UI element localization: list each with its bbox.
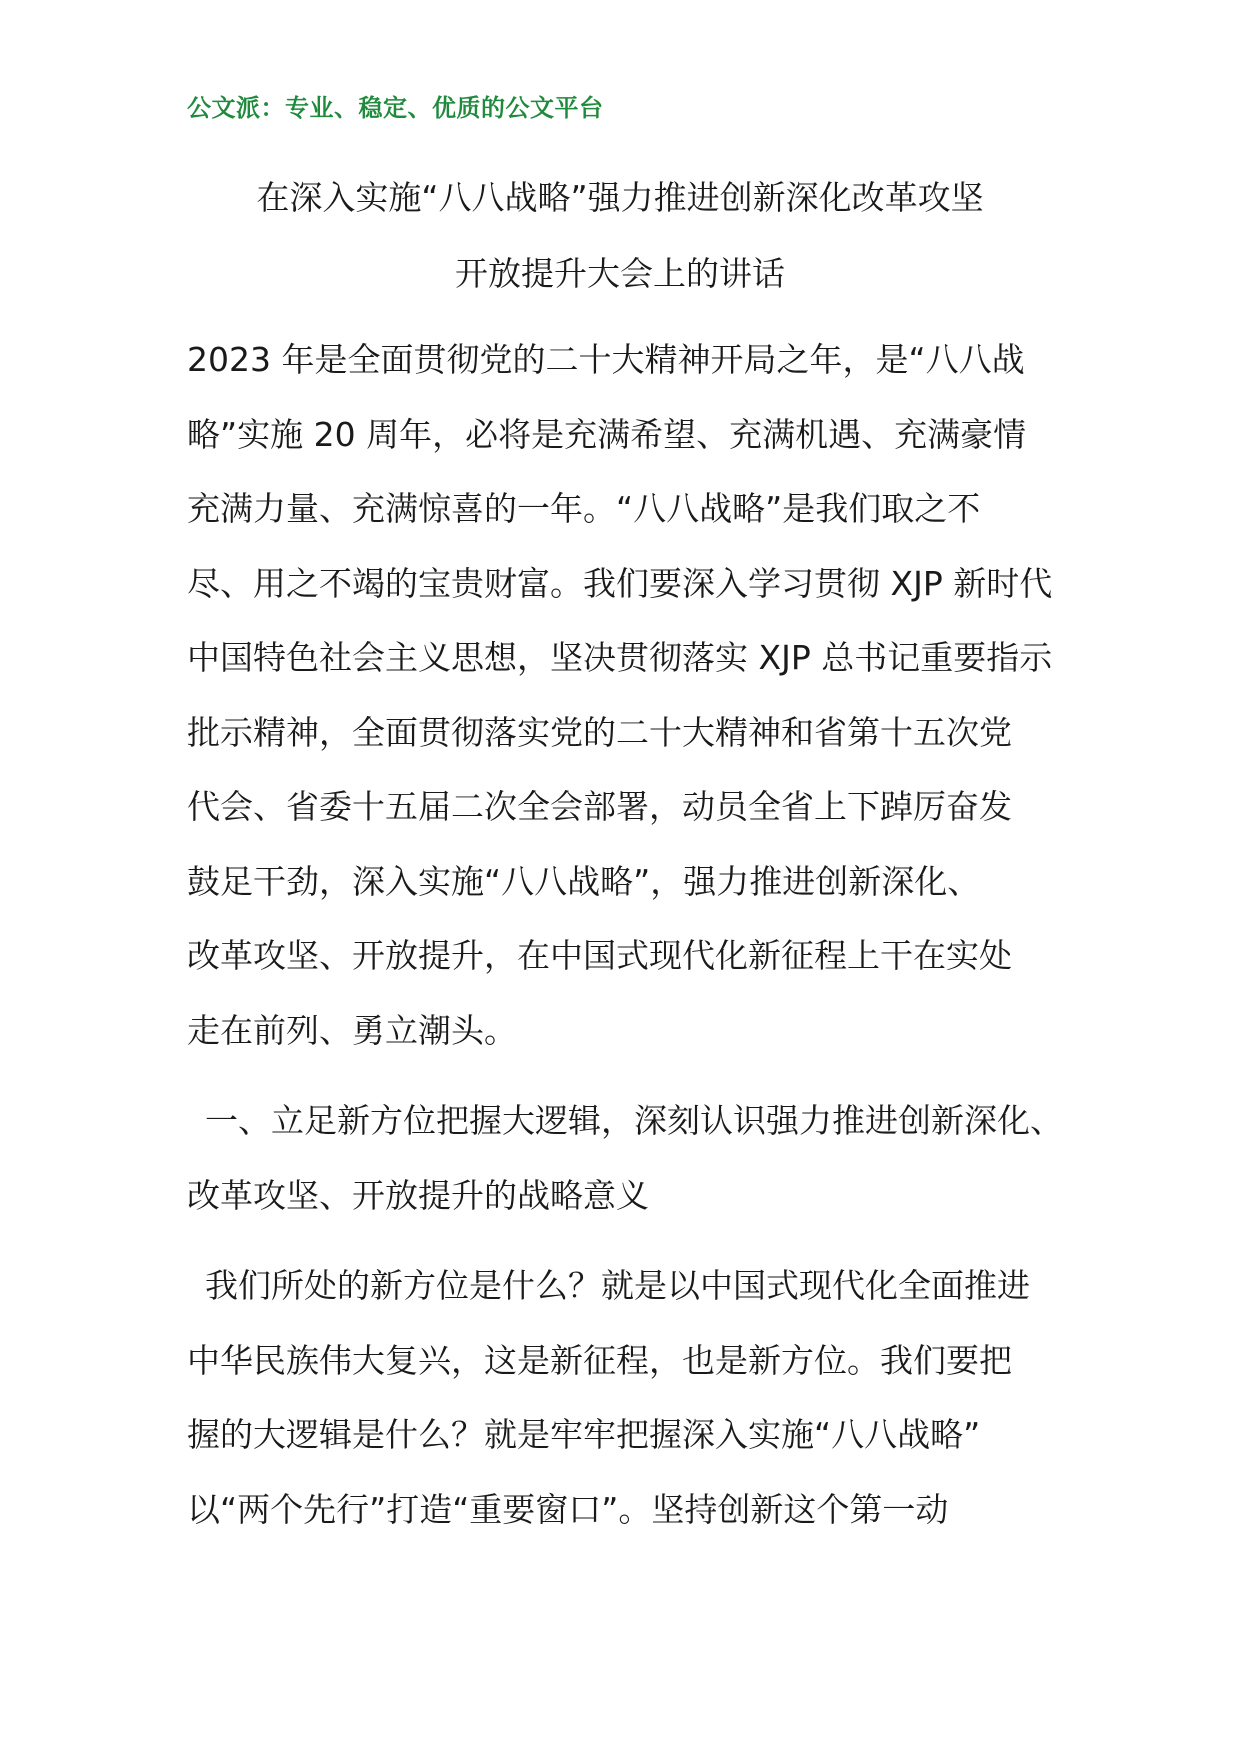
paragraph-line: 中华民族伟大复兴，这是新征程，也是新方位。我们要把: [187, 1340, 1012, 1380]
paragraph-line: 2023 年是全面贯彻党的二十大精神开局之年，是“八八战: [187, 340, 1025, 379]
header-brand: 公文派：专业、稳定、优质的公文平台: [187, 93, 604, 122]
paragraph-line: 改革攻坚、开放提升，在中国式现代化新征程上干在实处: [187, 936, 1012, 975]
spacer: [187, 1085, 1062, 1101]
paragraph-intro: [187, 340, 1062, 1085]
paragraph-line: 我们所处的新方位是什么？就是以中国式现代化全面推进: [205, 1266, 1030, 1305]
paragraph-line: 批示精神，全面贯彻落实党的二十大精神和省第十五次党: [187, 712, 1012, 752]
section-heading-1: [187, 1101, 1062, 1250]
paragraph-line: 以“两个先行”打造“重要窗口”。坚持创新这个第一动: [187, 1489, 949, 1529]
heading-line: 改革攻坚、开放提升的战略意义: [187, 1175, 649, 1215]
title-line-1: 在深入实施“八八战略”强力推进创新深化改革攻坚: [256, 178, 984, 217]
title-line-2: 开放提升大会上的讲话: [455, 254, 785, 293]
paragraph-line: 充满力量、充满惊喜的一年。“八八战略”是我们取之不: [187, 489, 981, 528]
paragraph-line: 尽、用之不竭的宝贵财富。我们要深入学习贯彻 XJP 新时代: [187, 563, 1053, 603]
paragraph-line: 中国特色社会主义思想，坚决贯彻落实 XJP 总书记重要指示: [187, 638, 1053, 677]
heading-line: 一、立足新方位把握大逻辑，深刻认识强力推进创新深化、: [205, 1101, 1063, 1140]
paragraph-line: 握的大逻辑是什么？就是牢牢把握深入实施“八八战略”: [187, 1415, 981, 1454]
document-body: [187, 340, 1062, 1564]
paragraph-section-1: [187, 1266, 1062, 1564]
paragraph-line: 走在前列、勇立潮头。: [187, 1010, 517, 1050]
spacer: [187, 1250, 1062, 1266]
paragraph-line: 鼓足干劲，深入实施“八八战略”，强力推进创新深化、: [187, 861, 981, 901]
paragraph-line: 略”实施 20 周年，必将是充满希望、充满机遇、充满豪情: [187, 414, 1027, 454]
paragraph-line: 代会、省委十五届二次全会部署，动员全省上下踔厉奋发: [187, 787, 1012, 826]
